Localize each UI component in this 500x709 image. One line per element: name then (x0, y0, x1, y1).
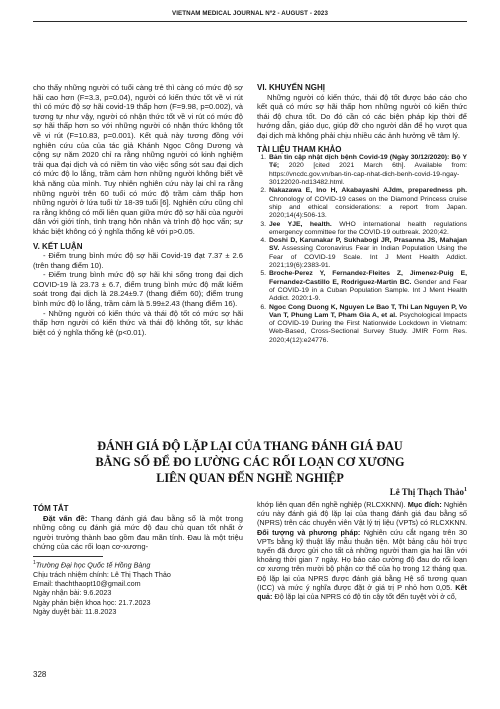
abstract-heading: TÓM TẮT (33, 504, 69, 513)
abstract-text-left: Đặt vấn đề: Thang đánh giá đau bằng số là một trong những công cụ đánh giá mức độ đau chủ quan tốt nhất ở người trưởng thành bao gồm đau mãn tính. Đau là một triệu chứng của các rối loạn cơ-xương- (33, 513, 244, 552)
footnote-email: Email: thachthaopt10@gmail.com (33, 578, 141, 588)
journal-header: VIETNAM MEDICAL JOURNAL Nº2 - AUGUST - 2023 (172, 10, 328, 17)
footnote-accepted: Ngày duyệt bài: 11.8.2023 (33, 606, 117, 616)
footnote-corresponding: Chịu trách nhiệm chính: Lê Thị Thạch Thảo (33, 569, 171, 579)
reference-item: 1. Bản tin cập nhật dịch bệnh Covid-19 (Ngày 30/12/2020): Bộ Y Tế; 2020 [cited 2021 March 6th]. Available from: https://vncdc.gov.vn/ban-tin-cap-nhat-dich-benh-covid-19-ngay-30122020-nd13482.html. (260, 154, 467, 187)
reference-item: 5. Broche-Perez Y, Fernandez-Fleites Z, Jimenez-Puig E, Fernandez-Castillo E, Rodriguez-Martin BC. Gender and Fear of COVID-19 in a Cuban Population Sample. Int J Ment Health Addict. 2020:1-9. (260, 270, 468, 303)
recommendation-text: Những người có kiến thức, thái độ tốt được báo cáo cho kết quả có mức sợ hãi thấp hơn những người có kiến thức thái độ chưa tốt. Do đó cần có các biện pháp kịp thời để hướng dẫn, giáo dục, giúp đỡ cho người dân để họ vượt qua đại dịch mà không phải chịu nhiều các ảnh hưởng về tâm lý. (257, 92, 467, 140)
left-column-top (33, 83, 243, 337)
footnote (33, 559, 243, 616)
abstract-left (33, 504, 243, 552)
reference-item: 3. Jee YJE, health. WHO international health regulations emergency committee for the COVID-19 outbreak. 2020;42. (260, 220, 467, 236)
conclusion-item-1: - Điểm trung bình mức độ sợ hãi Covid-19 đạt 7.37 ± 2.6 (trên thang điểm 10). (33, 251, 243, 270)
recommendation-heading: VI. KHUYẾN NGHỊ (257, 83, 326, 92)
abstract-text-right: khớp liên quan đến nghề nghiệp (RLCXKNN). Mục đích: Nghiên cứu này đánh giá độ lặp lại của thang đánh giá đau bằng số (NPRS) trên các chuyên viên Vật lý trị liệu (VPTs) có RLCXKNN. Đối tượng và phương pháp: Nghiên cứu cắt ngang trên 30 VPTs bằng kỹ thuật lấy mẫu thuận tiện. Một bảng câu hỏi trực tuyến đã được gửi cho tất cả những người tham gia hai lần với khoảng thời gian 7 ngày. Họ báo cáo cường độ đau do rối loạn cơ xương trên mười bộ phận cơ thể của họ trong 12 tháng qua. Độ lặp lại của NPRS được đánh giá bằng Hệ số tương quan (ICC) và mức ý nghĩa được đặt ở giá trị P nhỏ hơn 0,05. Kết quả: Độ lặp lại của NPRS có độ tin cậy tốt đến tuyệt vời ở cổ, (257, 500, 467, 602)
right-column-top (257, 83, 467, 345)
footnote-reviewed: Ngày phản biện khoa học: 21.7.2023 (33, 597, 151, 607)
references-heading: TÀI LIỆU THAM KHẢO (257, 144, 342, 154)
footnote-affiliation: $^1$Trường Đại học Quốc tế Hồng Bàng (33, 560, 151, 570)
reference-item: 6. Ngoc Cong Duong K, Nguyen Le Bao T, Thi Lan Nguyen P, Vo Van T, Phung Lam T, Pham Gia A, et al. Psychological Impacts of COVID-19 During the First Nationwide Lockdown in Vietnam: Web-Based, Cross-Sectional Survey Study. JMIR Form Res. 2020;4(12):e24776. (260, 303, 467, 344)
reference-item: 2. Nakazawa E, Ino H, Akabayashi AJdm, preparedness ph. Chronology of COVID-19 cases on the Diamond Princess cruise ship and ethical considerations: a report from Japan. 2020;14(4):506-13. (260, 187, 467, 220)
conclusion-item-3: - Những người có kiến thức và thái độ tốt có mức sợ hãi thấp hơn người có kiến thức và thái độ không tốt, sự khác biệt có ý nghĩa thống kê (p<0.01). (33, 308, 243, 337)
footnote-received: Ngày nhận bài: 9.6.2023 (33, 588, 112, 598)
article-title: ĐÁNH GIÁ ĐỘ LẶP LẠI CỦA THANG ĐÁNH GIÁ ĐAU BẰNG SỐ ĐỂ ĐO LƯỜNG CÁC RỐI LOẠN CƠ XƯƠNG LIÊN QUAN ĐẾN NGHỀ NGHIỆP (95, 439, 405, 485)
header-rule (33, 21, 467, 22)
page-number: 328 (33, 670, 47, 679)
footnote-rule (33, 556, 103, 557)
conclusion-heading: V. KẾT LUẬN (33, 241, 83, 251)
conclusion-item-2: - Điểm trung bình mức độ sợ hãi khi sống trong đại dịch COVID-19 là 23.73 ± 6.7, điểm trung bình mức độ mất kiểm soát trong đại dịch là 28.24±9.7 (thang điểm 60); điểm trung bình mức độ lo lắng, trầm cảm là 5.99±2.43 (thang điểm 16). (33, 270, 243, 309)
abstract-right (257, 500, 467, 601)
reference-item: 4. Doshi D, Karunakar P, Sukhabogi JR, Prasanna JS, Mahajan SV. Assessing Coronavirus Fear in Indian Population Using the Fear of COVID-19 Scale. Int J Ment Health Addict. 2021;19(6):2383-91. (260, 237, 467, 270)
article-author: Lê Thị Thạch Thảo$^1$ (389, 487, 467, 497)
discussion-paragraph: cho thấy những người có tuổi càng trẻ thì càng có mức độ sợ hãi cao hơn (F=3.3, p=0.04), người có kiến thức tốt về vi rút thì có mức độ sợ hãi covid-19 thấp hơn (F=9.98, p=0.002), và tương tự như vậy, người có nhận thức tốt về vi rút có mức độ sợ hãi thấp hơn so với những người có nhận thức không tốt về vi rút (F=10.83, p=0.001). Kết quả này tương đồng với nghiên cứu của của tác giả Khánh Ngọc Công Dương và cộng sự năm 2020 chỉ ra rằng những người có kinh nghiệm trải qua đại dịch và có niềm tin vào việc sống sót sau đại dịch có mức độ lo lắng, trầm cảm hơn những người không biết về khả năng của mình. Tuy nhiên nghiên cứu này lại chỉ ra rằng những người trên 60 tuổi có mức độ trầm cảm thấp hơn những người ở lứa tuổi từ 18-39 tuổi [6]. Nghiên cứu cũng chỉ ra rằng không có mối liên quan giữa mức độ sợ hãi của người dân với giới tính, tình trạng hôn nhân và trình độ học vấn; sự khác biệt không có ý nghĩa thống kê với p>0.05. (33, 83, 243, 236)
